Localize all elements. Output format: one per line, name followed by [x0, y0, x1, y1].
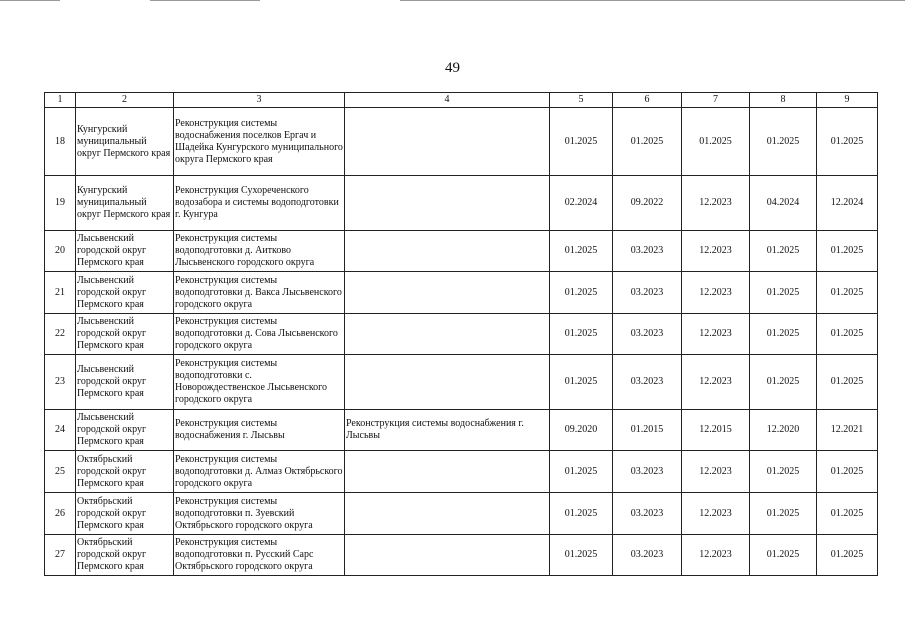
table-row	[45, 231, 878, 272]
related-project-cell: Реконструкция системы водоснабжения г. Лысьвы	[345, 410, 550, 451]
related-project-cell	[345, 272, 550, 314]
column-header: 6	[613, 93, 682, 108]
project-cell: Реконструкция Сухореченского водозабора и системы водоподготовки г. Кунгура	[174, 176, 345, 231]
date-cell-9: 01.2025	[817, 314, 878, 355]
related-project-cell	[345, 176, 550, 231]
district-cell: Лысьвенский городской округ Пермского края	[76, 314, 174, 355]
date-cell-5: 01.2025	[550, 451, 613, 493]
date-cell-5: 01.2025	[550, 272, 613, 314]
row-number-cell: 25	[45, 451, 76, 493]
date-cell-5: 01.2025	[550, 231, 613, 272]
date-cell-6: 03.2023	[613, 355, 682, 410]
date-cell-9: 01.2025	[817, 231, 878, 272]
project-cell: Реконструкция системы водоподготовки д. Алмаз Октябрьского городского округа	[174, 451, 345, 493]
date-cell-9: 01.2025	[817, 355, 878, 410]
date-cell-5: 01.2025	[550, 355, 613, 410]
row-number-cell: 26	[45, 493, 76, 535]
scan-edge-line	[0, 0, 60, 1]
date-cell-9: 12.2024	[817, 176, 878, 231]
date-cell-8: 01.2025	[750, 355, 817, 410]
date-cell-8: 01.2025	[750, 108, 817, 176]
project-cell: Реконструкция системы водоподготовки д. Вакса Лысьвенского городского округа	[174, 272, 345, 314]
project-cell: Реконструкция системы водоподготовки д. Сова Лысьвенского городского округа	[174, 314, 345, 355]
date-cell-9: 01.2025	[817, 108, 878, 176]
related-project-cell	[345, 231, 550, 272]
column-header: 1	[45, 93, 76, 108]
date-cell-8: 01.2025	[750, 314, 817, 355]
district-cell: Кунгурский муниципальный округ Пермского края	[76, 108, 174, 176]
column-header: 7	[682, 93, 750, 108]
project-cell: Реконструкция системы водоподготовки с. Новорождественское Лысьвенского городского округа	[174, 355, 345, 410]
district-cell: Лысьвенский городской округ Пермского края	[76, 410, 174, 451]
related-project-cell	[345, 493, 550, 535]
table-row	[45, 355, 878, 410]
project-cell: Реконструкция системы водоподготовки п. Русский Сарс Октябрьского городского округа	[174, 535, 345, 576]
table-row	[45, 314, 878, 355]
column-header: 2	[76, 93, 174, 108]
date-cell-7: 12.2023	[682, 176, 750, 231]
related-project-cell	[345, 451, 550, 493]
district-cell: Лысьвенский городской округ Пермского края	[76, 355, 174, 410]
page-number: 49	[445, 60, 460, 76]
district-cell: Кунгурский муниципальный округ Пермского края	[76, 176, 174, 231]
header-row	[45, 93, 878, 108]
column-header: 5	[550, 93, 613, 108]
date-cell-7: 12.2023	[682, 272, 750, 314]
date-cell-5: 09.2020	[550, 410, 613, 451]
column-header: 8	[750, 93, 817, 108]
row-number-cell: 27	[45, 535, 76, 576]
date-cell-9: 01.2025	[817, 493, 878, 535]
date-cell-6: 03.2023	[613, 535, 682, 576]
date-cell-6: 01.2025	[613, 108, 682, 176]
date-cell-6: 03.2023	[613, 231, 682, 272]
date-cell-8: 01.2025	[750, 535, 817, 576]
date-cell-8: 01.2025	[750, 231, 817, 272]
project-cell: Реконструкция системы водоподготовки д. Аитково Лысьвенского городского округа	[174, 231, 345, 272]
district-cell: Октябрьский городской округ Пермского края	[76, 535, 174, 576]
date-cell-5: 01.2025	[550, 535, 613, 576]
related-project-cell	[345, 314, 550, 355]
table-row	[45, 176, 878, 231]
column-header: 4	[345, 93, 550, 108]
date-cell-9: 01.2025	[817, 535, 878, 576]
district-cell: Лысьвенский городской округ Пермского края	[76, 272, 174, 314]
table-row	[45, 493, 878, 535]
date-cell-7: 12.2015	[682, 410, 750, 451]
project-cell: Реконструкция системы водоподготовки п. Зуевский Октябрьского городского округа	[174, 493, 345, 535]
date-cell-6: 03.2023	[613, 314, 682, 355]
district-cell: Лысьвенский городской округ Пермского края	[76, 231, 174, 272]
date-cell-6: 03.2023	[613, 272, 682, 314]
table-row	[45, 108, 878, 176]
projects-table	[44, 92, 878, 576]
date-cell-8: 01.2025	[750, 451, 817, 493]
date-cell-7: 12.2023	[682, 231, 750, 272]
related-project-cell	[345, 108, 550, 176]
column-header: 9	[817, 93, 878, 108]
row-number-cell: 18	[45, 108, 76, 176]
date-cell-6: 09.2022	[613, 176, 682, 231]
row-number-cell: 23	[45, 355, 76, 410]
scan-edge-line	[150, 0, 260, 1]
date-cell-9: 01.2025	[817, 451, 878, 493]
table-row	[45, 535, 878, 576]
project-cell: Реконструкция системы водоснабжения поселков Ергач и Шадейка Кунгурского муниципального округа Пермского края	[174, 108, 345, 176]
row-number-cell: 19	[45, 176, 76, 231]
date-cell-5: 01.2025	[550, 108, 613, 176]
row-number-cell: 24	[45, 410, 76, 451]
date-cell-8: 01.2025	[750, 272, 817, 314]
date-cell-8: 04.2024	[750, 176, 817, 231]
date-cell-7: 12.2023	[682, 451, 750, 493]
table-row	[45, 451, 878, 493]
scan-edge-line	[400, 0, 905, 1]
date-cell-7: 12.2023	[682, 493, 750, 535]
date-cell-7: 12.2023	[682, 314, 750, 355]
date-cell-9: 12.2021	[817, 410, 878, 451]
date-cell-8: 01.2025	[750, 493, 817, 535]
project-cell: Реконструкция системы водоснабжения г. Лысьвы	[174, 410, 345, 451]
date-cell-6: 01.2015	[613, 410, 682, 451]
date-cell-6: 03.2023	[613, 493, 682, 535]
table-row	[45, 410, 878, 451]
date-cell-5: 01.2025	[550, 314, 613, 355]
date-cell-7: 12.2023	[682, 355, 750, 410]
district-cell: Октябрьский городской округ Пермского края	[76, 451, 174, 493]
table-row	[45, 272, 878, 314]
related-project-cell	[345, 535, 550, 576]
date-cell-6: 03.2023	[613, 451, 682, 493]
date-cell-9: 01.2025	[817, 272, 878, 314]
date-cell-8: 12.2020	[750, 410, 817, 451]
row-number-cell: 22	[45, 314, 76, 355]
date-cell-7: 12.2023	[682, 535, 750, 576]
column-header: 3	[174, 93, 345, 108]
district-cell: Октябрьский городской округ Пермского края	[76, 493, 174, 535]
date-cell-5: 02.2024	[550, 176, 613, 231]
row-number-cell: 21	[45, 272, 76, 314]
date-cell-5: 01.2025	[550, 493, 613, 535]
row-number-cell: 20	[45, 231, 76, 272]
related-project-cell	[345, 355, 550, 410]
date-cell-7: 01.2025	[682, 108, 750, 176]
